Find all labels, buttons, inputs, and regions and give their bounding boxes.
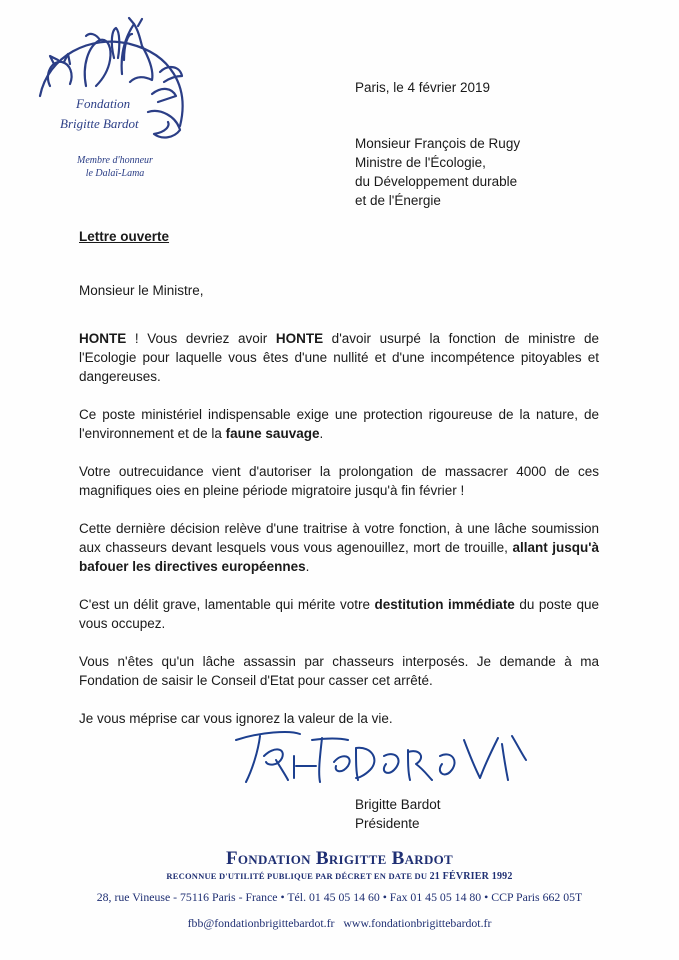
honorary-member-note — [60, 154, 170, 180]
footer-links — [0, 915, 679, 931]
text: d'avoir usurpé la fonction de ministre de l'Ecologie pour laquelle vous êtes d'une nullité et d'une incompétence pitoyables et dangereuses. — [79, 331, 599, 384]
website-link[interactable]: www.fondationbrigittebardot.fr — [343, 916, 492, 930]
addressee-line: et de l'Énergie — [355, 193, 441, 208]
paragraph-3 — [79, 462, 599, 500]
paragraph-6 — [79, 652, 599, 690]
emphasis: HONTE — [79, 331, 127, 346]
recognition-text: RECONNUE D'UTILITÉ PUBLIQUE PAR DÉCRET EN DATE DU — [166, 871, 428, 881]
text: C'est un délit grave, lamentable qui mérite votre — [79, 597, 375, 612]
handwritten-signature — [230, 726, 530, 788]
recognition-date: 21 FÉVRIER 1992 — [429, 871, 513, 882]
addressee-line: du Développement durable — [355, 174, 518, 189]
text: Votre outrecuidance vient d'autoriser la prolongation de massacrer 4000 de ces magnifiques oies en pleine période migratoire jusqu'à fin février ! — [79, 464, 599, 498]
letter-date: Paris, le 4 février 2019 — [355, 80, 491, 95]
letter-footer — [0, 848, 679, 931]
emphasis: faune sauvage — [225, 426, 320, 441]
emphasis: destitution immédiate — [374, 597, 515, 612]
paragraph-4 — [79, 519, 599, 576]
salutation: Monsieur le Ministre, — [79, 283, 204, 298]
svg-text:Fondation: Fondation — [76, 96, 131, 111]
text: Vous n'êtes qu'un lâche assassin par chasseurs interposés. Je demande à ma Fondation de saisir le Conseil d'Etat pour casser cet arrêté. — [79, 654, 599, 688]
text: du poste que vous occupez. — [79, 597, 600, 631]
member-line-2: le Dalaï-Lama — [85, 168, 145, 179]
addressee-line: Ministre de l'Écologie, — [355, 155, 486, 170]
addressee-line: Monsieur François de Rugy — [355, 136, 521, 151]
animals-logo-icon — [30, 16, 200, 151]
footer-title: Fondation Brigitte Bardot — [225, 848, 454, 869]
letter-title: Lettre ouverte — [79, 229, 170, 244]
letter-body — [79, 329, 599, 747]
text: . — [319, 426, 324, 441]
paragraph-1 — [79, 329, 599, 386]
emphasis: allant jusqu'à bafouer les directives européennes — [79, 540, 599, 574]
email-link[interactable]: fbb@fondationbrigittebardot.fr — [187, 916, 335, 930]
footer-recognition — [0, 870, 679, 883]
signatory-name: Brigitte Bardot — [355, 797, 441, 812]
text: Je vous méprise car vous ignorez la valeur de la vie. — [79, 711, 393, 726]
svg-text:Brigitte Bardot: Brigitte Bardot — [60, 116, 139, 131]
signature-icon — [230, 726, 530, 788]
paragraph-5 — [79, 595, 599, 633]
emphasis: HONTE — [275, 331, 324, 346]
paragraph-2 — [79, 405, 599, 443]
text: ! Vous devriez avoir — [126, 331, 276, 346]
foundation-logo — [30, 16, 200, 151]
text: . — [305, 559, 310, 574]
signatory-role: Présidente — [355, 816, 420, 831]
signatory-block — [355, 795, 441, 833]
member-line-1: Membre d'honneur — [77, 155, 153, 166]
addressee-block — [355, 134, 520, 210]
text: Ce poste ministériel indispensable exige une protection rigoureuse de la nature, de l'environnement et de la — [79, 407, 599, 441]
text: Cette dernière décision relève d'une traitrise à votre fonction, à une lâche soumission aux chasseurs devant lesquels vous vous agenouillez, mort de trouille, — [79, 521, 599, 555]
footer-address: 28, rue Vineuse - 75116 Paris - France • Tél. 01 45 05 14 60 • Fax 01 45 05 14 80 • CCP Paris 662 05T — [96, 890, 583, 904]
